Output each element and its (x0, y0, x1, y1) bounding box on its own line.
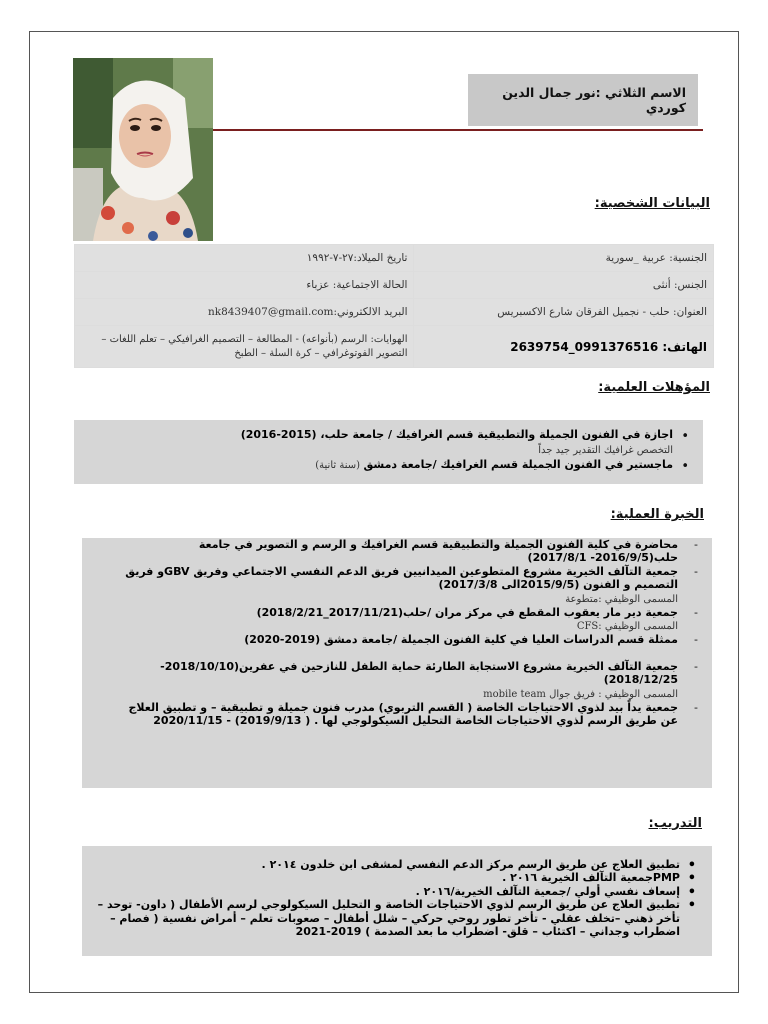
gender: الجنس: أنثى (414, 272, 714, 299)
experience-item: - ممثلة قسم الدراسات العليا في كلية الفنون الجميلة /جامعة دمشق (2019-2020) (116, 633, 702, 646)
email: البريد الالكتروني:nk8439407@gmail.com (75, 299, 414, 326)
experience-item: - محاضرة في كلية الفنون الجميلة والتطبيقية قسم الغرافيك و الرسم و التصوير في جامعة حلب(2016/9/5- 2017/8/1) (116, 538, 702, 565)
qualification-item: • اجازة في الفنون الجميلة والتطبيقية قسم الغرافيك / جامعة حلب، (2015-2016) التخصص غرافيك التقدير جيد جداً (84, 428, 693, 458)
personal-info-table (74, 244, 714, 368)
training-item: • تطبيق العلاج عن طريق الرسم لذوي الاحتياجات الخاصة و التحليل السيكولوجي لرسم الأطفال ( داون- توحد –تأخر ذهني –تخلف عقلي - تأخر تطور روحي حركي – شلل أطفال – صعوبات تعلم – أمراض نفسية ( فصام – اضطراب وجداني – اكتئاب – قلق- اضطراب ما بعد الصدمة ) 2019-2021 (94, 898, 700, 938)
address: العنوان: حلب - نجميل الفرقان شارع الاكسبريس (414, 299, 714, 326)
qualification-item: • ماجستير في الفنون الجميلة قسم الغرافيك /جامعة دمشق (سنة ثانية) (84, 458, 693, 473)
full-name: الاسم الثلاثي :نور جمال الدين كوردي (468, 74, 698, 126)
marital-status: الحالة الاجتماعية: عزباء (75, 272, 414, 299)
section-personal-title: البيانات الشخصية: (594, 196, 710, 211)
section-qualifications-title: المؤهلات العلمية: (598, 380, 710, 395)
training-box (82, 846, 712, 956)
experience-item: - جمعية دير مار يعقوب المقطع في مركز مران /حلب(2017/11/21_2018/2/21) المسمى الوظيفي :CFS (116, 606, 702, 634)
experience-item: - جمعية التآلف الخيرية مشروع الاستجابة الطارئة حماية الطفل للنازحين في عفرين(2018/10/10-2018/12/25) المسمى الوظيفي : فريق جوال mobile team (116, 660, 702, 701)
training-item: • PMPجمعية التآلف الخيرية ٢٠١٦ . (94, 871, 700, 884)
training-item: • تطبيق العلاج عن طريق الرسم مركز الدعم النفسي لمشفى ابن خلدون ٢٠١٤ . (94, 858, 700, 871)
section-training-title: التدريب: (648, 816, 702, 831)
name-divider (213, 129, 703, 131)
experience-item: - جمعية التآلف الخيرية مشروع المتطوعين الميدانيين فريق الدعم النفسي الاجتماعي وفريق GBVو فريق التصميم و الفنون (2015/9/5الى 2017/3/8) المسمى الوظيفي :متطوعة (116, 565, 702, 606)
phone: الهاتف: 0991376516_2639754 (414, 326, 714, 368)
section-experience-title: الخبرة العملية: (610, 507, 704, 522)
birthdate: تاريخ الميلاد:٢٧-٧-١٩٩٢ (75, 245, 414, 272)
nationality: الجنسية: عربية _سورية (414, 245, 714, 272)
hobbies: الهوايات: الرسم (بأنواعه) - المطالعة – التصميم الغرافيكي – تعلم اللغات – التصوير الفوتوغرافي – كرة السلة – الطبخ (75, 326, 414, 368)
experience-box (82, 538, 712, 788)
experience-item: - جمعية يداً بيد لذوي الاحتياجات الخاصة ( القسم التربوي) مدرب فنون جميلة و تطبيقية – و تطبيق العلاج عن طريق الرسم لذوي الاحتياجات الخاصة التحليل السيكولوجي لها . ( 2019/9/13) - 2020/11/15 (116, 701, 702, 728)
qualifications-box (74, 420, 703, 484)
training-item: • إسعاف نفسي أولي /جمعية التآلف الخيرية/٢٠١٦ . (94, 885, 700, 898)
portrait-photo (73, 58, 213, 241)
